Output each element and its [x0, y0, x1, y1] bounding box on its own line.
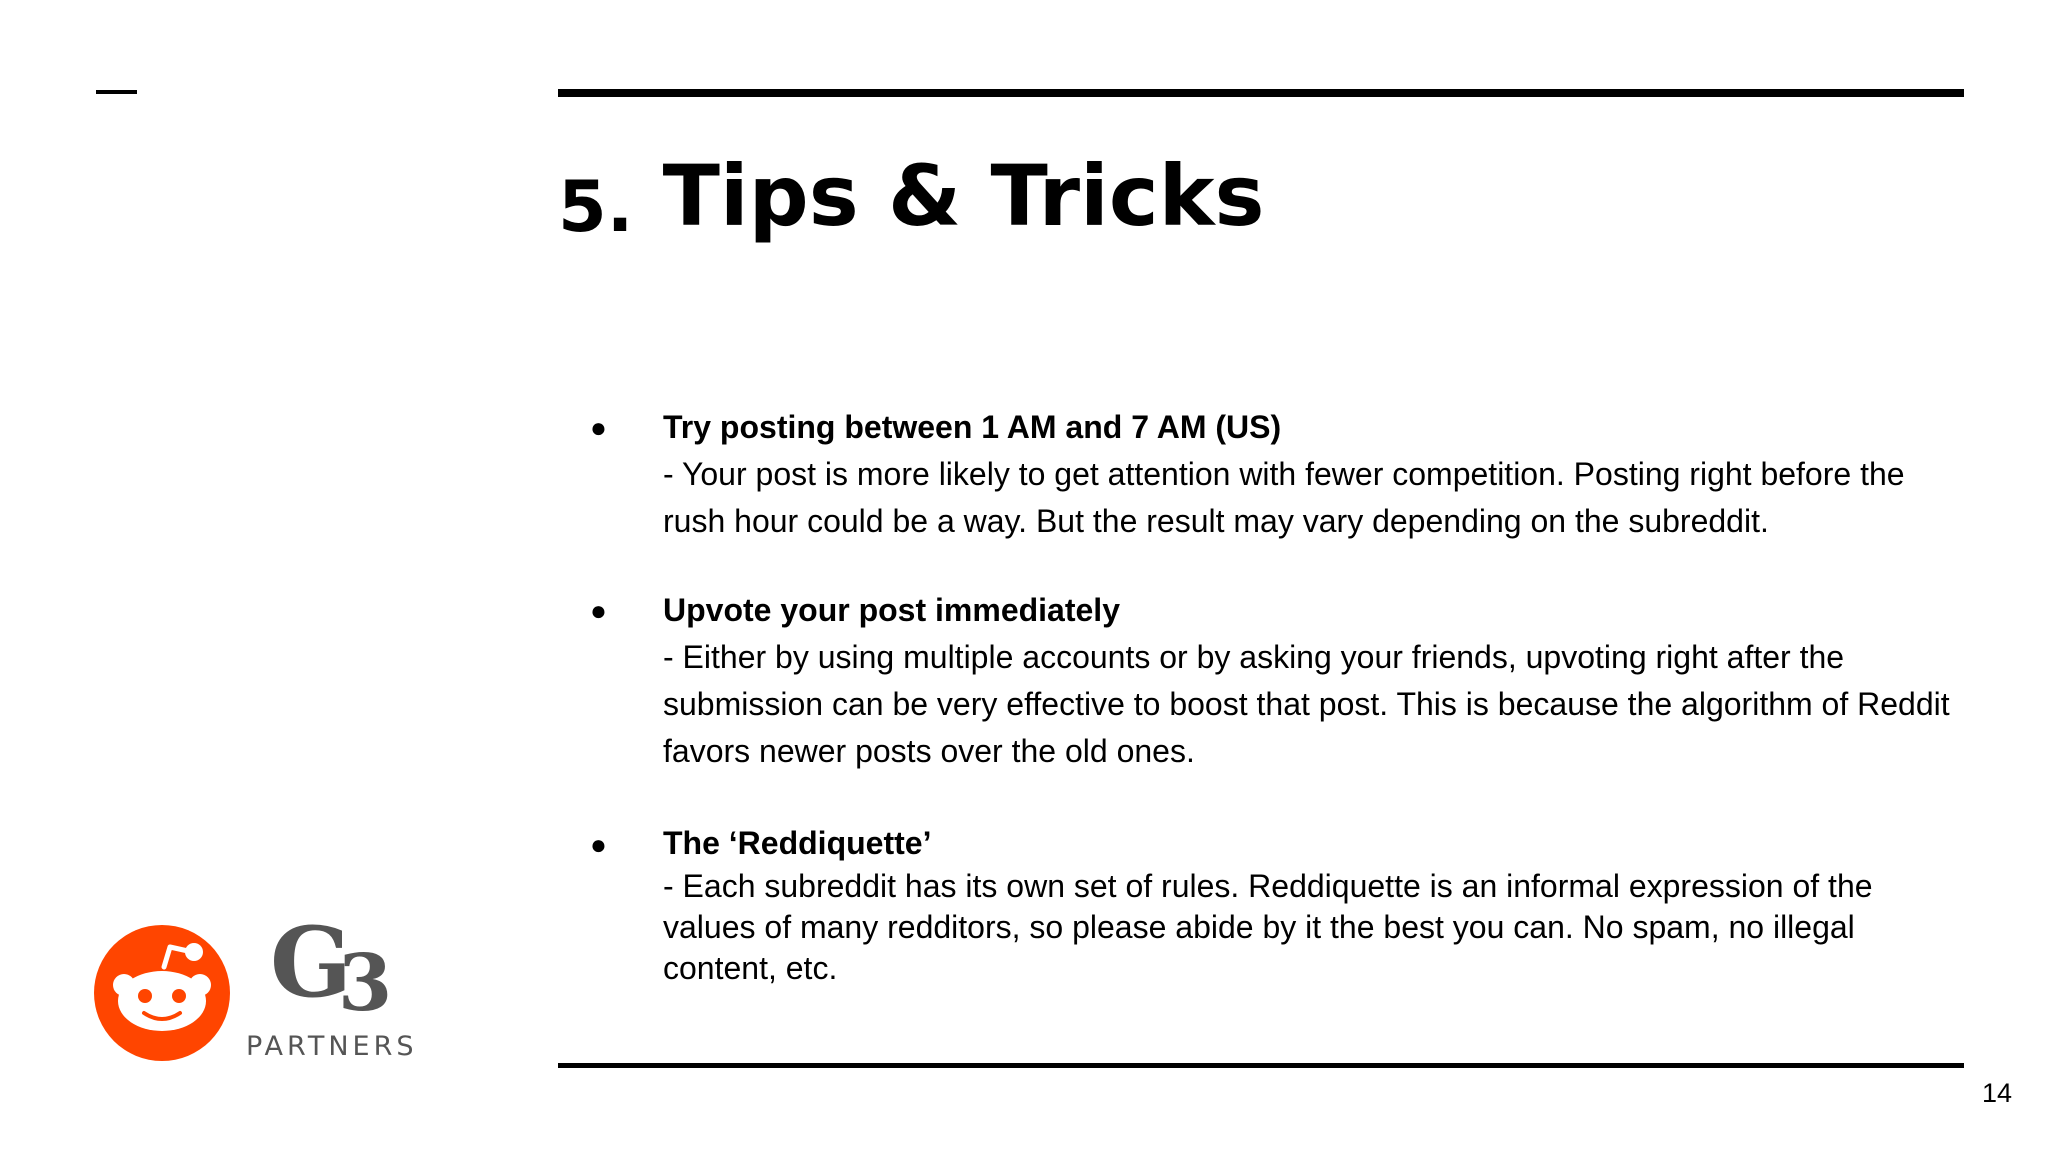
title-text: Tips & Tricks [662, 147, 1265, 245]
page-title [558, 147, 1265, 248]
title-number: 5. [558, 166, 634, 248]
top-rule [558, 89, 1964, 97]
page-number: 14 [1981, 1078, 2012, 1108]
g3-mark [270, 906, 393, 1029]
tip-heading: Try posting between 1 AM and 7 AM (US) [663, 409, 1282, 445]
corner-dash [96, 90, 137, 94]
tip-item-upvote [590, 587, 1950, 775]
g3-partners-logo [240, 906, 420, 1065]
tip-body: - Your post is more likely to get attention with fewer competition. Posting right before the rush hour could be a way. But the result may vary depending on the subreddit. [663, 456, 1905, 539]
tips-list [590, 404, 1950, 989]
tip-item-reddiquette [590, 821, 1950, 989]
tip-item-posting-time [590, 404, 1950, 545]
tip-body: - Either by using multiple accounts or by asking your friends, upvoting right after the submission can be very effective to boost that post. This is because the algorithm of Reddit favors newer posts over the old ones. [663, 639, 1950, 769]
g3-partners-text: PARTNERS [246, 1031, 418, 1062]
tip-heading: Upvote your post immediately [663, 592, 1120, 628]
bullet-icon: ● [590, 829, 607, 860]
bullet-icon: ● [590, 595, 607, 626]
reddit-alien-icon [94, 925, 230, 1061]
tip-body: - Each subreddit has its own set of rules. Reddiquette is an informal expression of the values of many redditors, so please abide by it the best you can. No spam, no illegal content, etc. [663, 868, 1873, 986]
g3-mark-letter: G [270, 906, 352, 1019]
tip-heading: The ‘Reddiquette’ [663, 825, 932, 861]
g3-mark-digit: 3 [337, 938, 393, 1029]
bottom-rule [558, 1063, 1964, 1068]
bullet-icon: ● [590, 412, 607, 443]
